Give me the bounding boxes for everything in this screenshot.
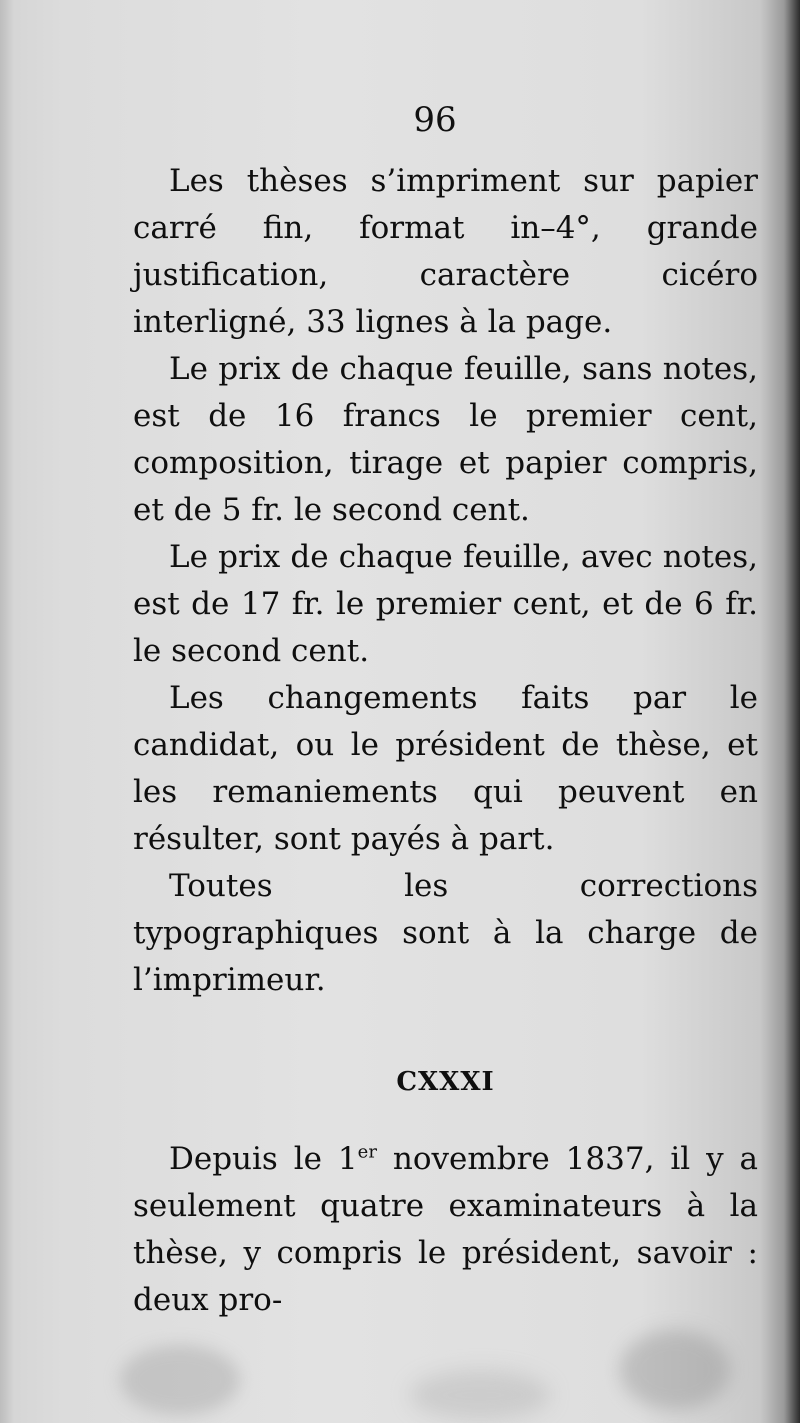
paragraph-examiners: [133, 1136, 758, 1324]
page-edge-shadow: [0, 0, 14, 1423]
paper-stain: [620, 1330, 730, 1410]
paragraph-examiners-rest: novembre 1837, il y a seulement quatre examinateurs à la thèse, y compris le président, savoir : deux pro-: [133, 1141, 759, 1318]
page-number: 96: [413, 100, 457, 140]
paragraph-corrections: Toutes les corrections typographiques sont à la charge de l’imprimeur.: [133, 868, 758, 998]
paragraph-thesis-printing: Les thèses s’impriment sur papier carré fin, format in–4°, grande justification, caractère cicéro interligné, 33 lignes à la page.: [133, 163, 758, 340]
ordinal-superscript: er: [357, 1141, 377, 1163]
paper-stain: [120, 1345, 240, 1415]
page-body: [133, 158, 758, 1324]
section-heading: CXXXI: [396, 1067, 495, 1097]
paragraph-examiners-start: Depuis le 1: [169, 1141, 358, 1177]
paragraph-price-without-notes: Le prix de chaque feuille, sans notes, est de 16 francs le premier cent, composition, tirage et papier compris, et de 5 fr. le second cent.: [133, 351, 758, 528]
paragraph-price-with-notes: Le prix de chaque feuille, avec notes, est de 17 fr. le premier cent, et de 6 fr. le second cent.: [133, 539, 758, 669]
paragraph-changes: Les changements faits par le candidat, ou le président de thèse, et les remaniements qui peuvent en résulter, sont payés à part.: [133, 680, 758, 857]
paper-stain: [410, 1370, 550, 1420]
